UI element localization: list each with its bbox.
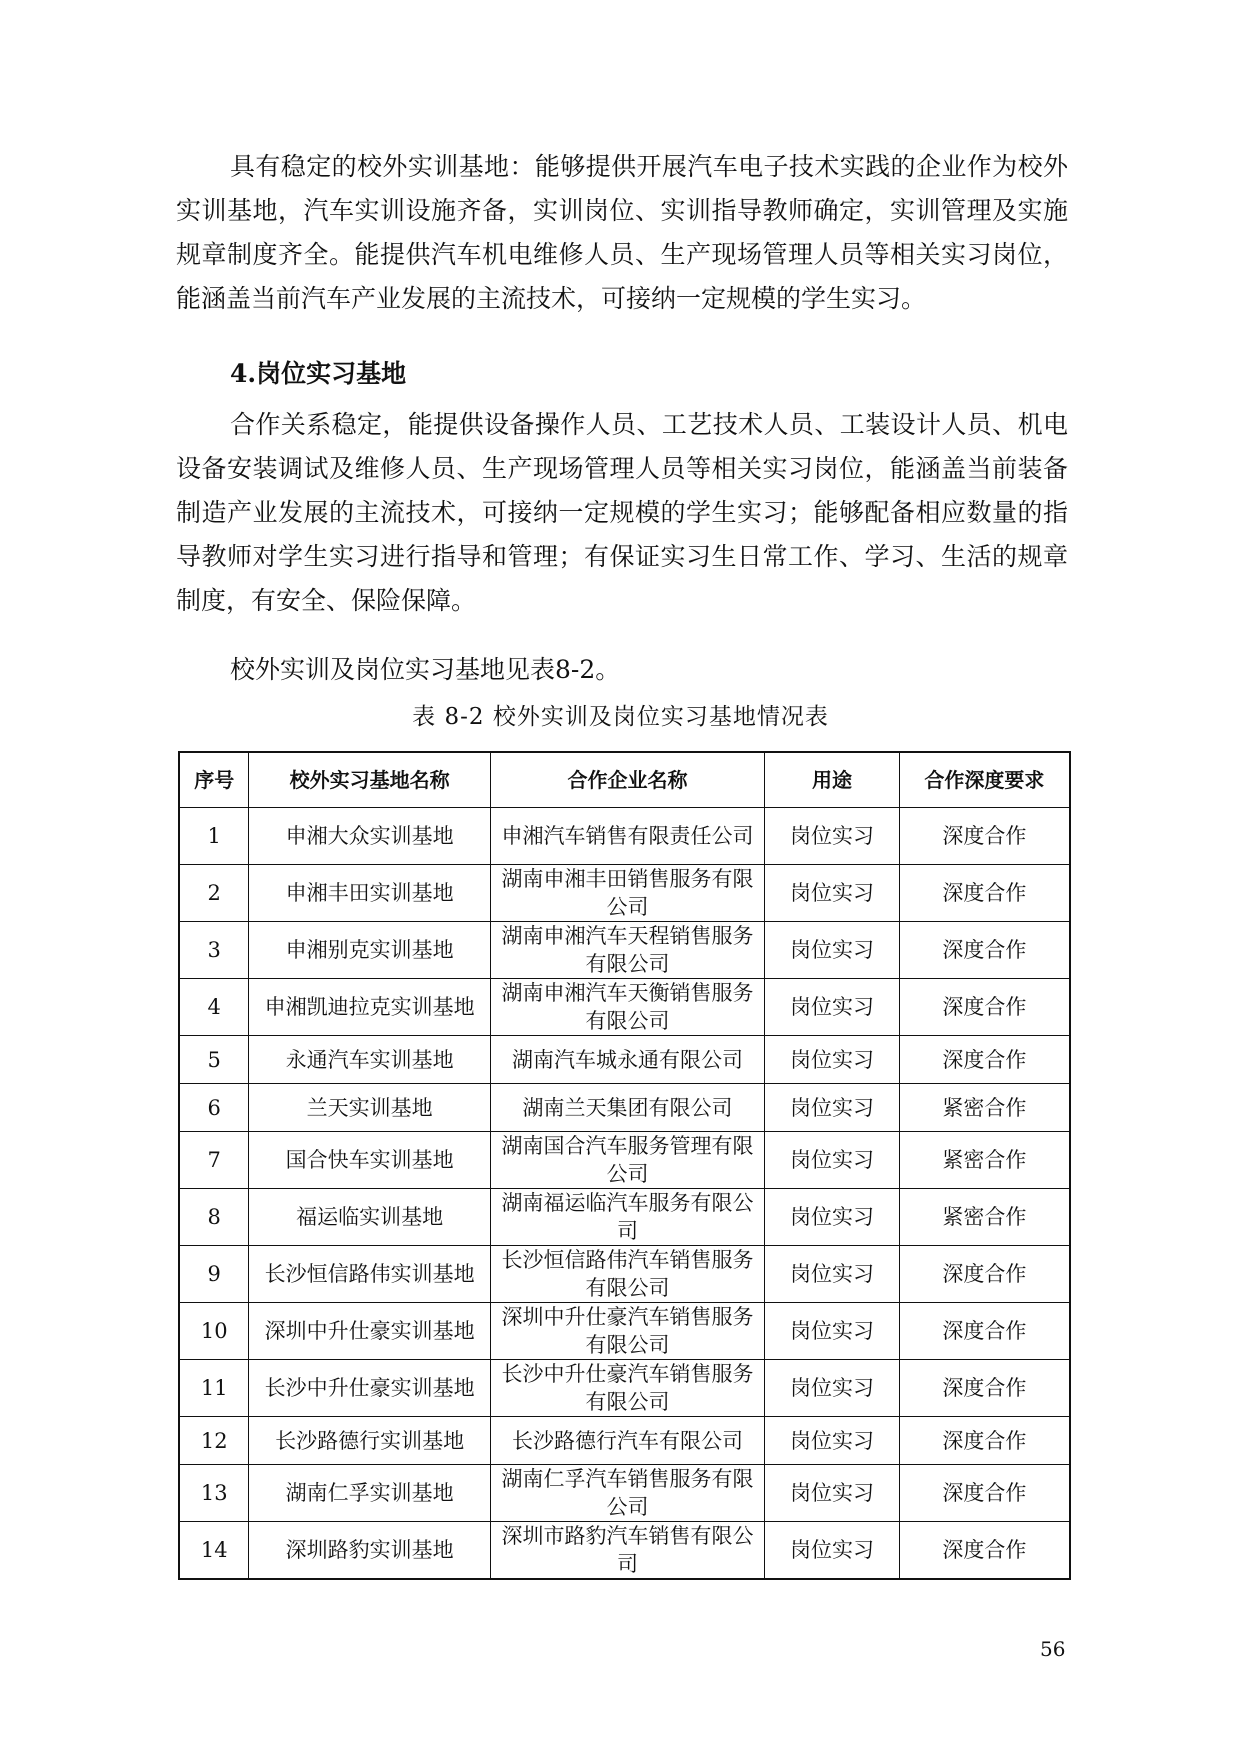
cell-depth: 深度合作 xyxy=(899,1360,1070,1417)
cell-purpose: 岗位实习 xyxy=(765,808,900,865)
cell-purpose: 岗位实习 xyxy=(765,1360,900,1417)
cell-purpose: 岗位实习 xyxy=(765,1417,900,1465)
cell-base-name: 长沙恒信路伟实训基地 xyxy=(249,1246,490,1303)
cell-base-name: 申湘凯迪拉克实训基地 xyxy=(249,979,490,1036)
cell-index: 12 xyxy=(179,1417,249,1465)
cell-company: 湖南申湘丰田销售服务有限公司 xyxy=(490,865,764,922)
cell-depth: 深度合作 xyxy=(899,1246,1070,1303)
table-row xyxy=(179,1189,1070,1246)
cell-depth: 深度合作 xyxy=(899,1465,1070,1522)
cell-depth: 深度合作 xyxy=(899,1036,1070,1084)
cell-company: 湖南仁孚汽车销售服务有限公司 xyxy=(490,1465,764,1522)
cell-base-name: 申湘丰田实训基地 xyxy=(249,865,490,922)
cell-company: 长沙路德行汽车有限公司 xyxy=(490,1417,764,1465)
cell-purpose: 岗位实习 xyxy=(765,1132,900,1189)
cell-index: 1 xyxy=(179,808,249,865)
cell-depth: 深度合作 xyxy=(899,1417,1070,1465)
cell-index: 6 xyxy=(179,1084,249,1132)
table-row xyxy=(179,979,1070,1036)
section-heading: 4.岗位实习基地 xyxy=(230,359,407,388)
cell-company: 湖南申湘汽车天程销售服务有限公司 xyxy=(490,922,764,979)
cell-base-name: 国合快车实训基地 xyxy=(249,1132,490,1189)
cell-index: 5 xyxy=(179,1036,249,1084)
cell-index: 3 xyxy=(179,922,249,979)
cell-purpose: 岗位实习 xyxy=(765,1522,900,1580)
cell-index: 14 xyxy=(179,1522,249,1580)
cell-base-name: 长沙中升仕豪实训基地 xyxy=(249,1360,490,1417)
table-row xyxy=(179,1084,1070,1132)
cell-base-name: 深圳中升仕豪实训基地 xyxy=(249,1303,490,1360)
cell-index: 13 xyxy=(179,1465,249,1522)
cell-depth: 紧密合作 xyxy=(899,1084,1070,1132)
cell-company: 湖南兰天集团有限公司 xyxy=(490,1084,764,1132)
cell-index: 2 xyxy=(179,865,249,922)
cell-base-name: 湖南仁孚实训基地 xyxy=(249,1465,490,1522)
cell-purpose: 岗位实习 xyxy=(765,1036,900,1084)
table-row xyxy=(179,1360,1070,1417)
table-row xyxy=(179,922,1070,979)
cell-base-name: 申湘大众实训基地 xyxy=(249,808,490,865)
header-base-name: 校外实习基地名称 xyxy=(249,752,490,808)
cell-depth: 深度合作 xyxy=(899,1522,1070,1580)
cell-index: 9 xyxy=(179,1246,249,1303)
cell-company: 湖南汽车城永通有限公司 xyxy=(490,1036,764,1084)
cell-company: 申湘汽车销售有限责任公司 xyxy=(490,808,764,865)
cell-base-name: 长沙路德行实训基地 xyxy=(249,1417,490,1465)
table-row xyxy=(179,1417,1070,1465)
cell-purpose: 岗位实习 xyxy=(765,979,900,1036)
cell-company: 长沙恒信路伟汽车销售服务有限公司 xyxy=(490,1246,764,1303)
header-cooperation-depth: 合作深度要求 xyxy=(899,752,1070,808)
header-index: 序号 xyxy=(179,752,249,808)
cell-depth: 深度合作 xyxy=(899,865,1070,922)
cell-purpose: 岗位实习 xyxy=(765,865,900,922)
table-caption: 表 8-2 校外实训及岗位实习基地情况表 xyxy=(412,704,829,730)
header-purpose: 用途 xyxy=(765,752,900,808)
cell-purpose: 岗位实习 xyxy=(765,1189,900,1246)
cell-base-name: 申湘别克实训基地 xyxy=(249,922,490,979)
cell-depth: 紧密合作 xyxy=(899,1132,1070,1189)
cell-purpose: 岗位实习 xyxy=(765,922,900,979)
cell-base-name: 永通汽车实训基地 xyxy=(249,1036,490,1084)
cell-company: 湖南国合汽车服务管理有限公司 xyxy=(490,1132,764,1189)
cell-purpose: 岗位实习 xyxy=(765,1246,900,1303)
table-row xyxy=(179,1132,1070,1189)
table-row xyxy=(179,1036,1070,1084)
cell-purpose: 岗位实习 xyxy=(765,1303,900,1360)
cell-index: 4 xyxy=(179,979,249,1036)
cell-depth: 深度合作 xyxy=(899,922,1070,979)
cell-index: 11 xyxy=(179,1360,249,1417)
table-row xyxy=(179,808,1070,865)
cell-depth: 深度合作 xyxy=(899,979,1070,1036)
table-header-row xyxy=(179,752,1070,808)
paragraph-internship-base: 合作关系稳定，能提供设备操作人员、工艺技术人员、工装设计人员、机电设备安装调试及维修人员、生产现场管理人员等相关实习岗位，能涵盖当前装备制造产业发展的主流技术，可接纳一定规模的学生实习；能够配备相应数量的指导教师对学生实习进行指导和管理；有保证实习生日常工作、学习、生活的规章制度，有安全、保险保障。 xyxy=(176,410,1068,615)
table-row xyxy=(179,1522,1070,1580)
cell-purpose: 岗位实习 xyxy=(765,1084,900,1132)
cell-base-name: 深圳路豹实训基地 xyxy=(249,1522,490,1580)
cell-company: 长沙中升仕豪汽车销售服务有限公司 xyxy=(490,1360,764,1417)
internship-base-table xyxy=(178,751,1071,1580)
cell-index: 7 xyxy=(179,1132,249,1189)
cell-company: 湖南申湘汽车天衡销售服务有限公司 xyxy=(490,979,764,1036)
table-row xyxy=(179,1303,1070,1360)
cell-index: 10 xyxy=(179,1303,249,1360)
cell-depth: 深度合作 xyxy=(899,1303,1070,1360)
cell-depth: 深度合作 xyxy=(899,808,1070,865)
cell-depth: 紧密合作 xyxy=(899,1189,1070,1246)
cell-purpose: 岗位实习 xyxy=(765,1465,900,1522)
cell-base-name: 兰天实训基地 xyxy=(249,1084,490,1132)
cell-index: 8 xyxy=(179,1189,249,1246)
header-company: 合作企业名称 xyxy=(490,752,764,808)
cell-company: 湖南福运临汽车服务有限公司 xyxy=(490,1189,764,1246)
cell-company: 深圳市路豹汽车销售有限公司 xyxy=(490,1522,764,1580)
cell-company: 深圳中升仕豪汽车销售服务有限公司 xyxy=(490,1303,764,1360)
table-row xyxy=(179,865,1070,922)
paragraph-table-reference: 校外实训及岗位实习基地见表8-2。 xyxy=(230,655,621,684)
table-row xyxy=(179,1465,1070,1522)
page-number: 56 xyxy=(1040,1637,1066,1661)
cell-base-name: 福运临实训基地 xyxy=(249,1189,490,1246)
paragraph-training-base: 具有稳定的校外实训基地：能够提供开展汽车电子技术实践的企业作为校外实训基地，汽车实训设施齐备，实训岗位、实训指导教师确定，实训管理及实施规章制度齐全。能提供汽车机电维修人员、生产现场管理人员等相关实习岗位，能涵盖当前汽车产业发展的主流技术，可接纳一定规模的学生实习。 xyxy=(176,152,1068,313)
table-row xyxy=(179,1246,1070,1303)
